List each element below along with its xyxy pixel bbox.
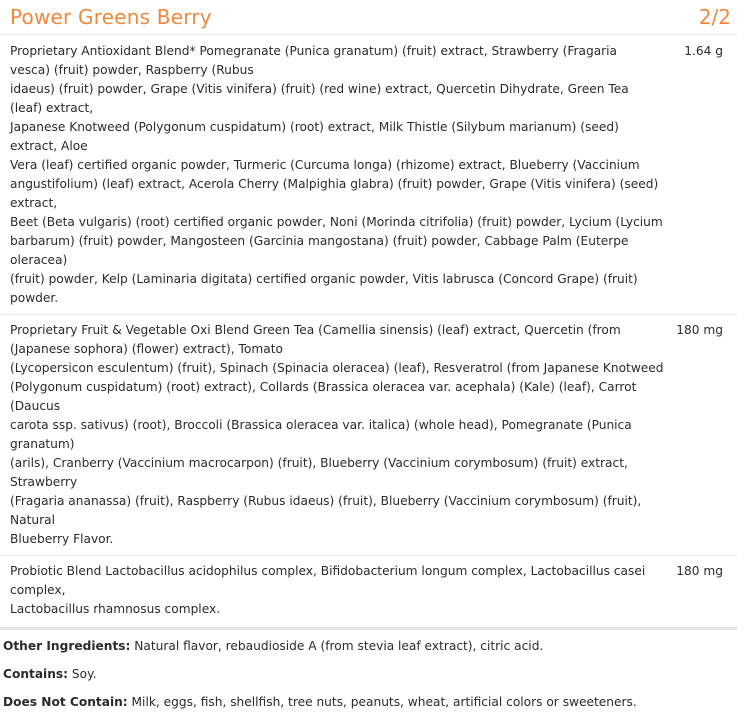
ingredient-line: Natural: [10, 513, 55, 527]
blend-ingredients: [10, 42, 663, 308]
ingredient-line: Japanese Knotweed (Polygonum cuspidatum) (root) extract, Milk Thistle (Silybum marianum) (seed): [10, 120, 619, 134]
ingredient-line: Probiotic Blend Lactobacillus acidophilus complex, Bifidobacterium longum complex, Lactobacillus casei: [10, 564, 646, 578]
other-ingredients-value: Natural flavor, rebaudioside A (from stevia leaf extract), citric acid.: [130, 639, 544, 653]
ingredient-line: powder.: [10, 291, 59, 305]
ingredient-line: granatum): [10, 437, 75, 451]
ingredient-line: (Japanese sophora) (flower) extract), Tomato: [10, 342, 283, 356]
contains-label: Contains:: [3, 667, 69, 681]
ingredient-line: Strawberry: [10, 475, 78, 489]
ingredient-line: angustifolium) (leaf) extract, Acerola Cherry (Malpighia glabra) (fruit) powder, Grape (Vitis vinifera) (seed): [10, 177, 659, 191]
ingredient-line: barbarum) (fruit) powder, Mangosteen (Garcinia mangostana) (fruit) powder, Cabbage Palm (Euterpe: [10, 234, 629, 248]
blend-ingredients: [10, 562, 660, 619]
blend-amount: 1.64 g: [684, 44, 723, 58]
ingredient-line: (Daucus: [10, 399, 61, 413]
blend-row-oxi: [0, 315, 737, 556]
does-not-contain: [3, 695, 637, 709]
ingredient-line: Proprietary Antioxidant Blend* Pomegranate (Punica granatum) (fruit) extract, Strawberry (Fragaria: [10, 44, 618, 58]
ingredient-line: (fruit) powder, Kelp (Laminaria digitata) certified organic powder, Vitis labrusca (Concord Grape) (fruit): [10, 272, 638, 286]
blend-row-antioxidant: [0, 35, 737, 315]
ingredient-line: Vera (leaf) certified organic powder, Turmeric (Curcuma longa) (rhizome) extract, Blueberry (Vaccinium: [10, 158, 640, 172]
ingredient-line: (leaf) extract,: [10, 101, 94, 115]
panel-header: [0, 0, 737, 35]
blend-ingredients: [10, 321, 664, 549]
ingredient-line: Beet (Beta vulgaris) (root) certified organic powder, Noni (Morinda citrifolia) (fruit) powder, Lycium (Lycium: [10, 215, 663, 229]
blend-amount: 180 mg: [676, 323, 723, 337]
blend-amount: 180 mg: [676, 564, 723, 578]
product-title: Power Greens Berry: [10, 5, 212, 29]
ingredient-line: idaeus) (fruit) powder, Grape (Vitis vinifera) (fruit) (red wine) extract, Quercetin Dihydrate, Green Tea: [10, 82, 629, 96]
ingredient-line: extract, Aloe: [10, 139, 88, 153]
page-indicator: 2/2: [698, 5, 731, 29]
blend-row-probiotic: [0, 556, 737, 626]
ingredient-line: complex,: [10, 583, 66, 597]
ingredient-line: oleracea): [10, 253, 68, 267]
ingredient-line: vesca) (fruit) powder, Raspberry (Rubus: [10, 63, 254, 77]
other-ingredients: [3, 639, 543, 653]
does-not-contain-value: Milk, eggs, fish, shellfish, tree nuts, peanuts, wheat, artificial colors or sweeteners.: [127, 695, 637, 709]
other-ingredients-label: Other Ingredients:: [3, 639, 131, 653]
contains-value: Soy.: [68, 667, 97, 681]
ingredient-line: Blueberry Flavor.: [10, 532, 114, 546]
does-not-contain-label: Does Not Contain:: [3, 695, 128, 709]
ingredient-line: extract,: [10, 196, 58, 210]
ingredient-line: carota ssp. sativus) (root), Broccoli (Brassica oleracea var. italica) (whole head), Pomegranate (Punica: [10, 418, 632, 432]
ingredient-line: (Polygonum cuspidatum) (root) extract), Collards (Brassica oleracea var. acephala) (Kale) (leaf), Carrot: [10, 380, 637, 394]
ingredient-line: (Lycopersicon esculentum) (fruit), Spinach (Spinacia oleracea) (leaf), Resveratrol (from Japanese Knotweed: [10, 361, 664, 375]
ingredient-line: (arils), Cranberry (Vaccinium macrocarpon) (fruit), Blueberry (Vaccinium corymbosum) (fruit) extract,: [10, 456, 628, 470]
ingredient-line: (Fragaria ananassa) (fruit), Raspberry (Rubus idaeus) (fruit), Blueberry (Vaccinium corymbosum) (fruit),: [10, 494, 642, 508]
section-divider: [0, 627, 737, 630]
ingredient-line: Proprietary Fruit & Vegetable Oxi Blend Green Tea (Camellia sinensis) (leaf) extract, Quercetin (from: [10, 323, 621, 337]
ingredient-line: Lactobacillus rhamnosus complex.: [10, 602, 221, 616]
contains: [3, 667, 96, 681]
